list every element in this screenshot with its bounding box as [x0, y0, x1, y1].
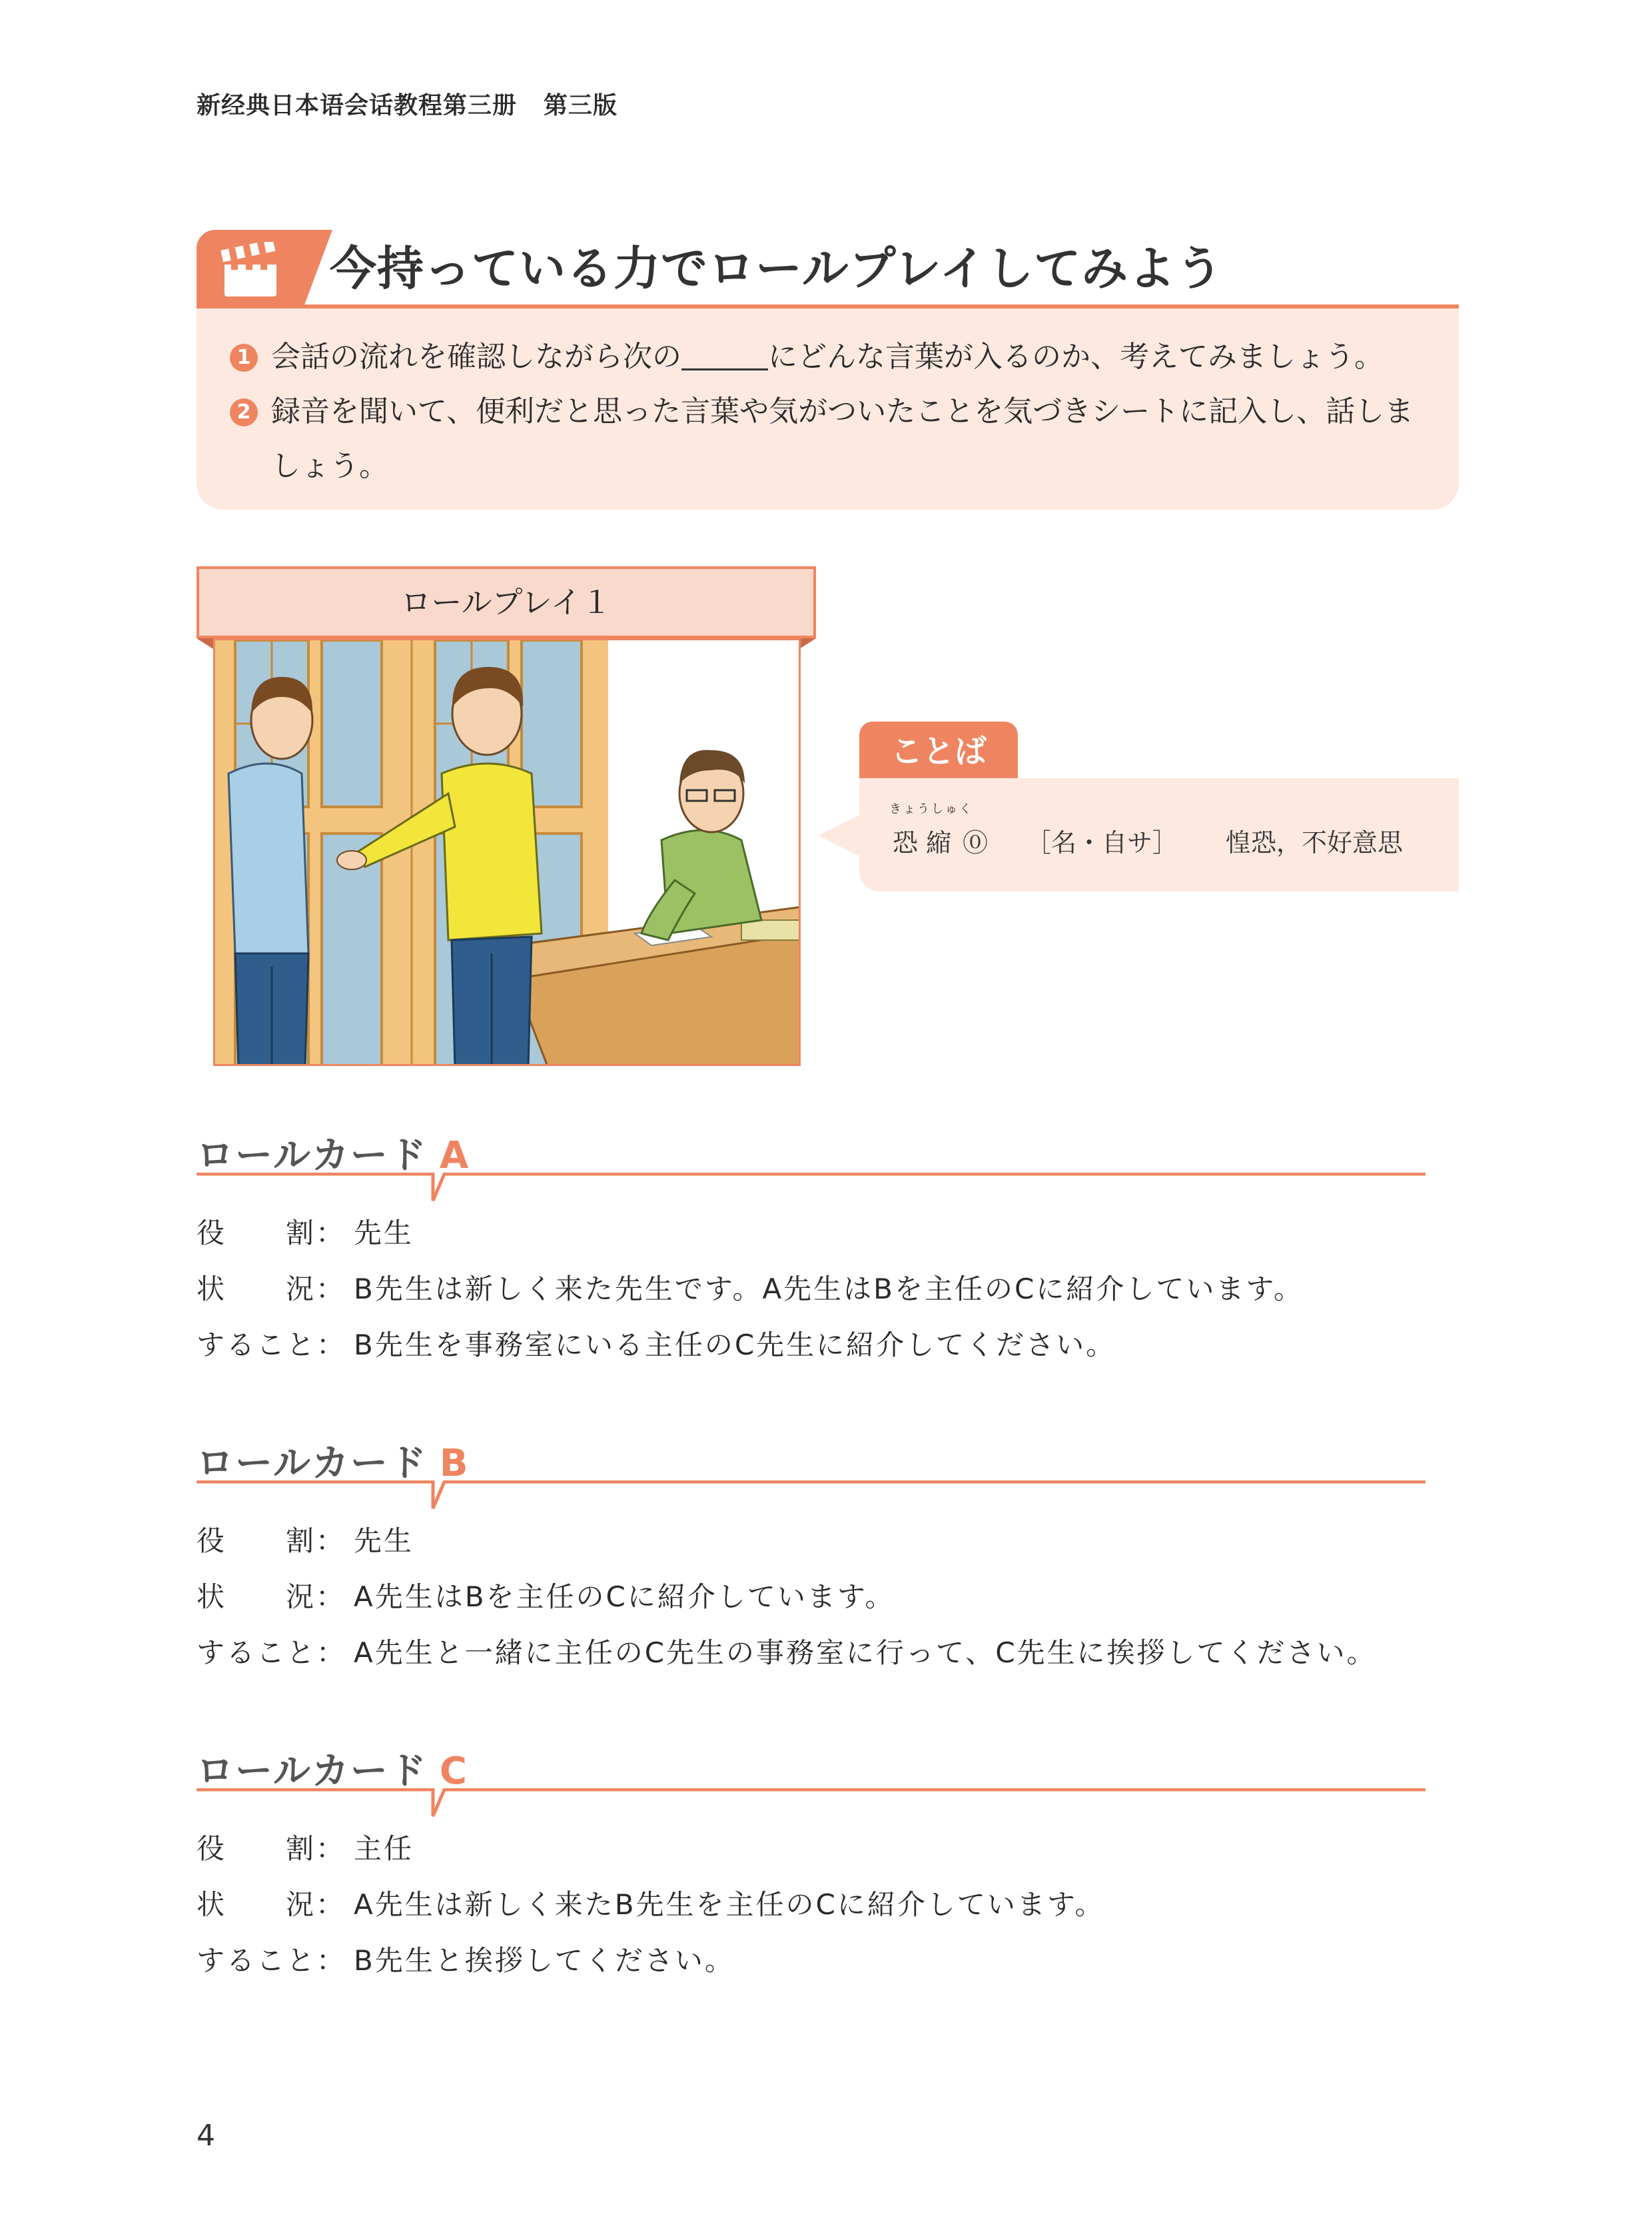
field-label: 役 — [197, 1524, 227, 1557]
role-card-title-text: ロールカード — [197, 1134, 428, 1177]
vocabulary-tab: ことば — [859, 722, 1018, 782]
clapperboard-icon — [216, 242, 290, 302]
office-scene-image — [215, 640, 801, 1066]
role-card-a-situation — [197, 1267, 1304, 1307]
role-card-a-role — [197, 1211, 414, 1251]
instruction-number: 1 — [230, 344, 258, 372]
field-label: 割： — [286, 1832, 346, 1865]
field-value: A先生はBを主任のCに紹介しています。 — [354, 1580, 895, 1613]
role-card-b-role — [197, 1519, 414, 1559]
field-value: B先生を事務室にいる主任のC先生に紹介してください。 — [354, 1329, 1116, 1361]
instruction-box — [197, 308, 1459, 510]
field-label: 況： — [286, 1273, 346, 1305]
torn-edge-decoration — [1446, 778, 1459, 891]
role-card-c-todo — [197, 1939, 735, 1979]
role-card-c-title — [197, 1742, 468, 1795]
book-title: 新经典日本语会话教程第三册 — [197, 92, 518, 119]
role-card-title-text: ロールカード — [197, 1442, 428, 1485]
role-card-letter: B — [439, 1442, 470, 1485]
role-card-b-rule — [197, 1480, 1459, 1520]
section-title: 今持っている力でロールプレイしてみよう — [330, 241, 1224, 296]
field-label: すること： — [197, 1636, 347, 1669]
section-heading — [197, 230, 1459, 310]
page-number: 4 — [197, 2119, 215, 2153]
instruction-text: にどんな言葉が入るのか、考えてみましょう。 — [768, 340, 1384, 374]
role-card-a-rule — [197, 1173, 1459, 1213]
field-label: 状 — [197, 1888, 227, 1921]
role-card-b-situation — [197, 1575, 895, 1615]
field-label: 状 — [197, 1273, 227, 1305]
instruction-2 — [230, 387, 1414, 430]
field-value: 先生 — [354, 1524, 414, 1557]
instruction-text: 録音を聞いて、便利だと思った言葉や気がついたことを気づきシートに記入し、話しま — [271, 394, 1414, 428]
role-card-c-situation — [197, 1883, 1105, 1923]
edition-label: 第三版 — [544, 92, 618, 119]
role-card-a-todo — [197, 1323, 1116, 1363]
role-card-letter: A — [439, 1134, 470, 1177]
label-fold-left — [197, 638, 215, 650]
role-card-c-rule — [197, 1788, 1459, 1828]
part-of-speech: ［名・自サ］ — [1026, 828, 1178, 857]
field-label: 役 — [197, 1217, 227, 1249]
field-label: 状 — [197, 1580, 227, 1613]
role-card-title-text: ロールカード — [197, 1750, 428, 1793]
field-value: B先生と挨拶してください。 — [354, 1944, 735, 1977]
blank-line — [681, 344, 768, 370]
instruction-text: 会話の流れを確認しながら次の — [271, 340, 681, 374]
roleplay-illustration — [213, 638, 801, 1066]
instruction-number: 2 — [230, 398, 258, 426]
field-label: 割： — [286, 1524, 346, 1557]
role-card-a-title — [197, 1126, 470, 1179]
roleplay-label: ロールプレイ１ — [197, 566, 816, 638]
role-card-b-title — [197, 1434, 470, 1487]
accent-mark: ⓪ — [963, 828, 989, 857]
field-label: 割： — [286, 1217, 346, 1249]
role-card-b-todo — [197, 1631, 1377, 1671]
field-label: 役 — [197, 1832, 227, 1865]
role-card-letter: C — [439, 1750, 468, 1793]
vocabulary-meaning: 惶恐，不好意思 — [1226, 828, 1404, 857]
instruction-2-continued: しょう。 — [271, 449, 388, 483]
field-value: A先生は新しく来たB先生を主任のCに紹介しています。 — [354, 1888, 1105, 1921]
field-label: 況： — [286, 1580, 346, 1613]
field-value: A先生と一緒に主任のC先生の事務室に行って、C先生に挨拶してください。 — [354, 1636, 1377, 1669]
field-label: すること： — [197, 1329, 347, 1361]
field-value: 主任 — [354, 1832, 414, 1865]
section-icon-box — [197, 230, 303, 308]
field-label: 況： — [286, 1888, 346, 1921]
vocabulary-word: 恐 縮 — [893, 828, 952, 857]
vocabulary-reading: きょうしゅく — [889, 802, 973, 816]
role-card-c-role — [197, 1827, 414, 1867]
vocabulary-pointer — [818, 814, 861, 857]
field-value: 先生 — [354, 1217, 414, 1249]
instruction-1 — [230, 332, 1384, 375]
field-label: すること： — [197, 1944, 347, 1977]
running-header — [197, 87, 618, 121]
field-value: B先生は新しく来た先生です。A先生はBを主任のCに紹介しています。 — [354, 1273, 1304, 1305]
